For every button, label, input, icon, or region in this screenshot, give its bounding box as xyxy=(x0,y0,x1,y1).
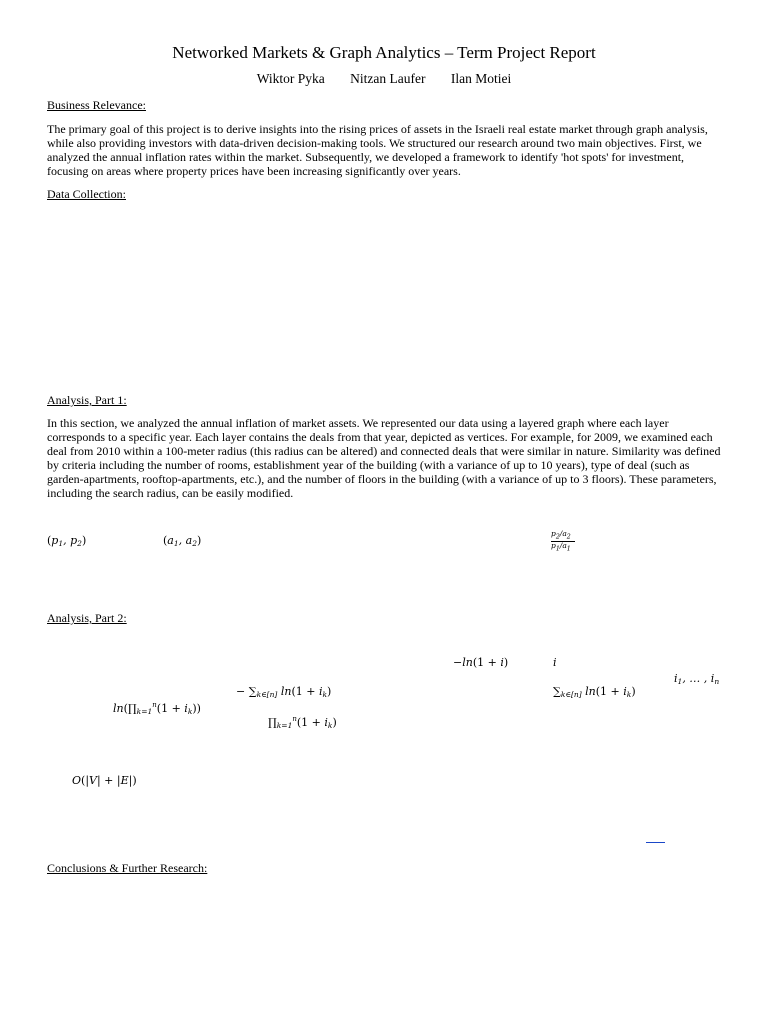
analysis-part-1-paragraph: In this section, we analyzed the annual inflation of market assets. We represented our data using a layered graph where each layer corresponds to a specific year. Each layer contains the deals from that year, depicted as vertices. For example, for 2009, we examined each deal from 2010 within a 100-meter radius (this radius can be altered) and connected deals that were similar in nature. Similarity was defined by criteria including the number of rooms, establishment year of the building (with a variance of up to 10 years), type of deal (such as garden-apartments, rooftop-apartments, etc.), and the number of floors in the building (with a variance of up to 3 floors). These parameters, including the search radius, can be easily modified. xyxy=(47,416,721,501)
paper-title: Networked Markets & Graph Analytics – Term Project Report xyxy=(172,43,596,62)
math-negative-log-weight: −ln(1 + i) xyxy=(453,656,509,669)
hyperlink-underline[interactable] xyxy=(646,842,665,843)
math-complexity: O(|V| + |E|) xyxy=(72,774,137,787)
section-heading-business-relevance: Business Relevance: xyxy=(47,98,146,112)
section-heading-analysis-part-1: Analysis, Part 1: xyxy=(47,393,127,407)
author-name: Ilan Motiei xyxy=(450,71,512,86)
section-heading-conclusions: Conclusions & Further Research: xyxy=(47,861,208,875)
math-area-pair: ($a_1$, $a_2$) xyxy=(163,534,202,548)
math-rate-sequence: $i_1$, … , $i_n$ xyxy=(674,672,720,686)
section-heading-analysis-part-2: Analysis, Part 2: xyxy=(47,611,127,625)
math-rate-i: i xyxy=(553,656,557,669)
math-log-product: $\ln(\prod_{k=1}^n(1 + i_k))$ xyxy=(113,701,201,716)
author-name: Wiktor Pyka xyxy=(256,71,325,86)
section-heading-data-collection: Data Collection: xyxy=(47,187,126,201)
math-price-pair: ($p_1$, $p_2$) xyxy=(47,534,87,548)
author-name: Nitzan Laufer xyxy=(350,71,426,86)
math-price-ratio: $p_2/a_2$ $p_1/a_1$ xyxy=(551,530,575,552)
business-relevance-paragraph: The primary goal of this project is to derive insights into the rising prices of assets in the Israeli real estate market through graph analysis, while also providing investors with data-driven decision-making tools. We structured our research around two main objectives. First, we analyzed the annual inflation rates within the market. Subsequently, we developed a framework to identify 'hot spots' for investment, focusing on areas where property prices have been increasing significantly over years. xyxy=(47,122,708,179)
math-product: $\prod_{k=1}^n(1 + i_k)$ xyxy=(268,715,337,730)
math-negative-sum-log: − $\sum_{k\in[n]}$ $\ln(1 + i_k)$ xyxy=(236,685,332,699)
author-list xyxy=(0,71,768,87)
math-sum-log: $\sum_{k\in[n]}$ $\ln(1 + i_k)$ xyxy=(553,685,636,699)
